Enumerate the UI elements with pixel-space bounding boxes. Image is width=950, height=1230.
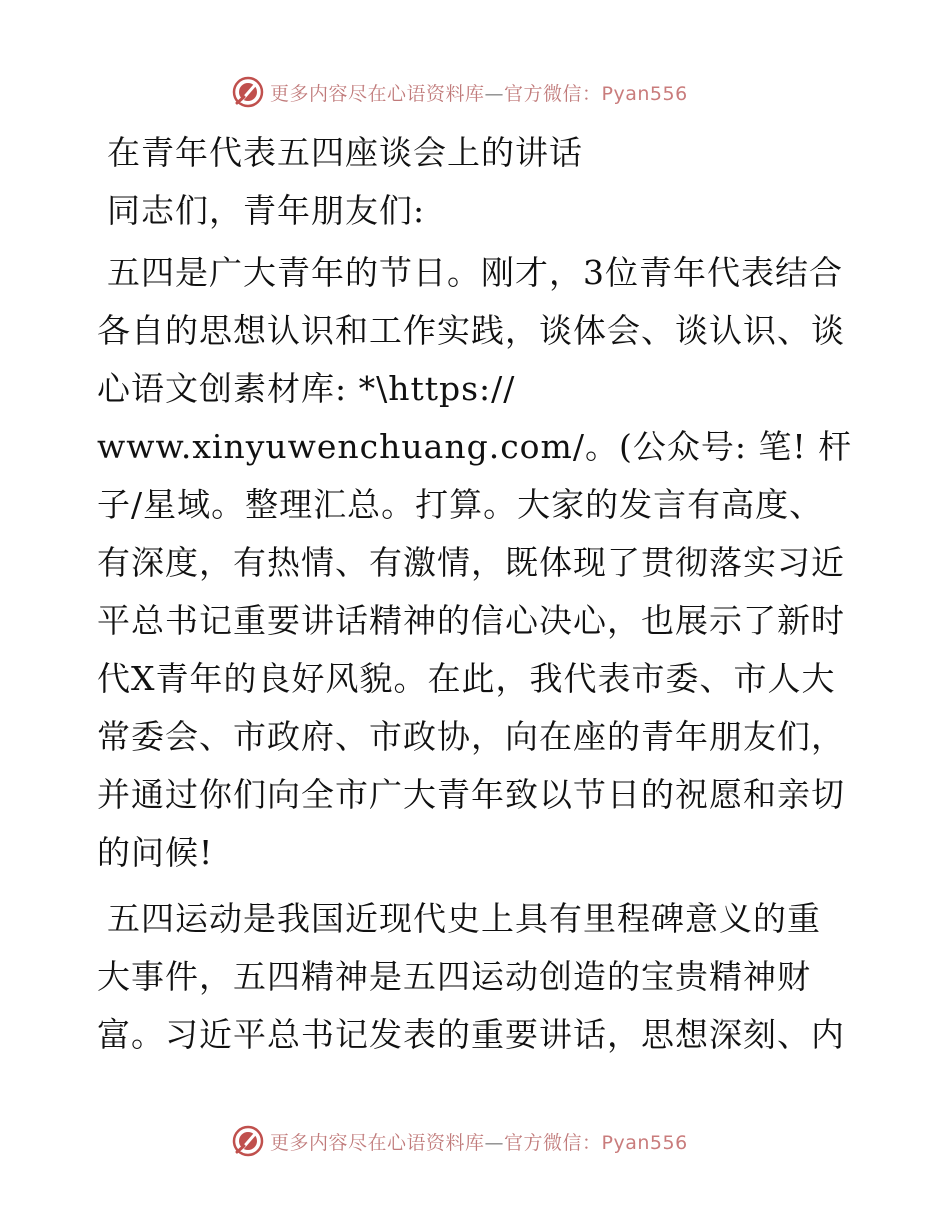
pen-logo-icon [232,76,264,108]
paragraph-line: 大事件，五四精神是五四运动创造的宝贵精神财 [97,957,811,996]
pen-logo-icon [232,1125,264,1157]
paragraph-line: 富。习近平总书记发表的重要讲话，思想深刻、内 [97,1015,845,1054]
paragraph-line: 平总书记重要讲话精神的信心决心，也展示了新时 [97,601,845,640]
paragraph-line: 并通过你们向全市广大青年致以节日的祝愿和亲切 [97,775,845,814]
paragraph-line: 常委会、市政府、市政协，向在座的青年朋友们， [97,717,845,756]
watermark-text [270,1128,688,1155]
watermark-prefix: 更多内容尽在心语资料库 [270,82,485,105]
paragraph-line: 子/星域。整理汇总。打算。大家的发言有高度、 [97,485,824,524]
watermark-text [270,79,688,106]
header-watermark [232,72,688,112]
paragraph-line: 的问候! [97,833,214,872]
greeting: 同志们，青年朋友们: [107,191,426,230]
watermark-suffix-label: 官方微信： [504,82,602,105]
paragraph-line: 五四是广大青年的节日。刚才，3位青年代表结合 [107,253,843,292]
paragraph-line: 代X青年的良好风貌。在此，我代表市委、市人大 [97,659,836,698]
footer-watermark [232,1121,688,1161]
paragraph-line: 心语文创素材库: *\https:// [97,369,516,408]
document-title: 在青年代表五四座谈会上的讲话 [107,133,583,172]
paragraph-line: 各自的思想认识和工作实践，谈体会、谈认识、谈 [97,311,845,350]
watermark-separator: — [484,82,505,105]
watermark-separator: — [484,1131,505,1154]
watermark-wechat-id: Pyan556 [601,82,688,105]
paragraph-line: 五四运动是我国近现代史上具有里程碑意义的重 [107,899,821,938]
paragraph-line: 有深度，有热情、有激情，既体现了贯彻落实习近 [97,543,845,582]
watermark-prefix: 更多内容尽在心语资料库 [270,1131,485,1154]
paragraph-2 [97,890,857,1064]
watermark-suffix-label: 官方微信： [504,1131,602,1154]
watermark-wechat-id: Pyan556 [601,1131,688,1154]
paragraph-1 [97,244,857,882]
paragraph-line: www.xinyuwenchuang.com/。(公众号: 笔! 杆 [97,427,853,466]
document-body [97,124,857,1064]
